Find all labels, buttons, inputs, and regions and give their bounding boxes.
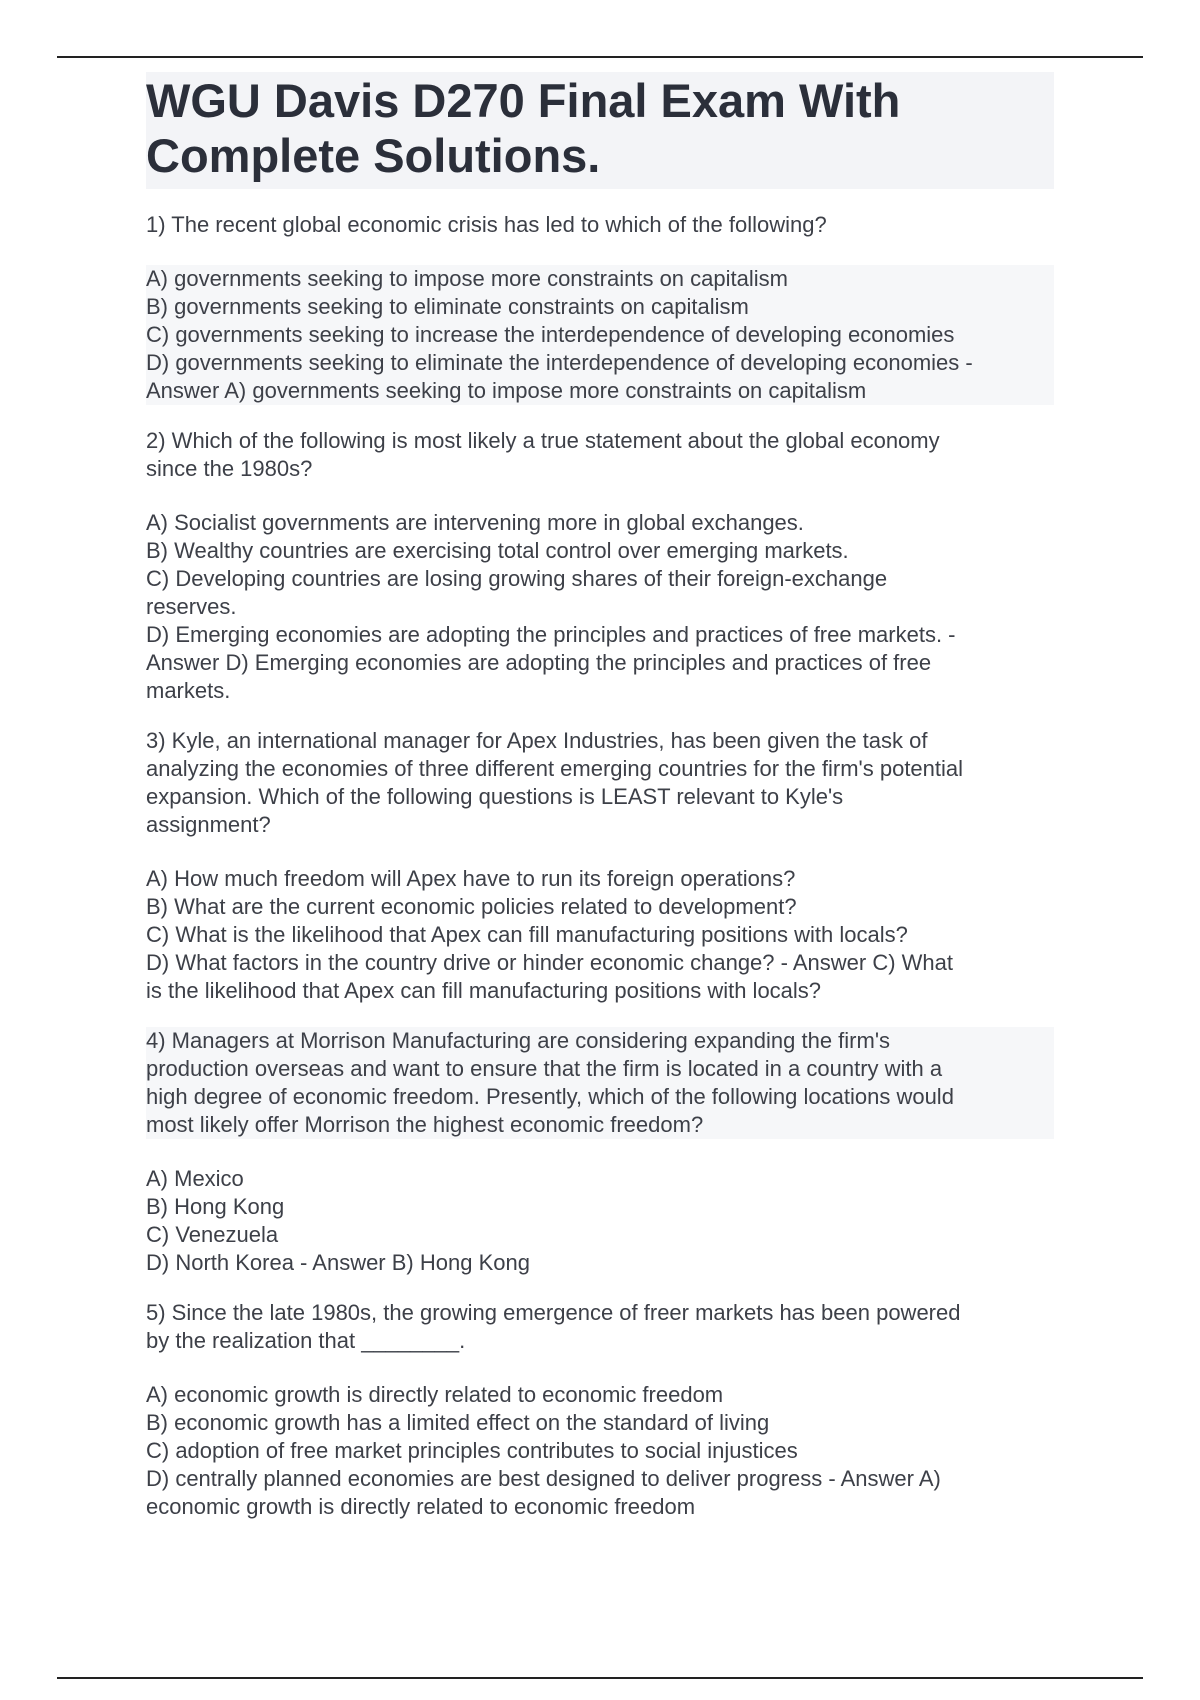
answer-line: is the likelihood that Apex can fill manufacturing positions with locals?	[146, 978, 822, 1003]
question-text: 2) Which of the following is most likely a true statement about the global economy since the 1980s?	[146, 428, 940, 481]
answer-options	[146, 1165, 1054, 1277]
option-line: B) Wealthy countries are exercising total control over emerging markets.	[146, 538, 849, 563]
option-line: B) governments seeking to eliminate constraints on capitalism	[146, 294, 749, 319]
option-line: A) How much freedom will Apex have to run its foreign operations?	[146, 866, 796, 891]
question-text: 1) The recent global economic crisis has led to which of the following?	[146, 212, 827, 237]
answer-line: Answer D) Emerging economies are adopting the principles and practices of free	[146, 650, 932, 675]
answer-options	[146, 509, 1054, 705]
option-line: D) centrally planned economies are best designed to deliver progress - Answer A)	[146, 1466, 941, 1491]
answer-options	[146, 1381, 1054, 1521]
answer-line: Answer A) governments seeking to impose more constraints on capitalism	[146, 378, 867, 403]
option-line: A) governments seeking to impose more constraints on capitalism	[146, 266, 788, 291]
option-line: C) What is the likelihood that Apex can fill manufacturing positions with locals?	[146, 922, 908, 947]
question-item	[146, 1027, 1054, 1277]
question-item	[146, 427, 1054, 705]
answer-line: economic growth is directly related to economic freedom	[146, 1494, 696, 1519]
question-text: 4) Managers at Morrison Manufacturing are considering expanding the firm's production overseas and want to ensure that the firm is located in a country with a high degree of economic freedom. Presently, which of the following locations would most likely offer Morrison the highest economic freedom?	[146, 1027, 1054, 1139]
option-line: C) Venezuela	[146, 1222, 279, 1247]
option-line: C) governments seeking to increase the interdependence of developing economies	[146, 322, 955, 347]
top-rule	[57, 56, 1143, 58]
answer-options	[146, 865, 1054, 1005]
option-line: D) governments seeking to eliminate the interdependence of developing economies -	[146, 350, 973, 375]
question-item	[146, 1299, 1054, 1521]
answer-line: D) North Korea - Answer B) Hong Kong	[146, 1250, 530, 1275]
question-list	[146, 211, 1054, 1521]
option-line: A) Socialist governments are intervening more in global exchanges.	[146, 510, 804, 535]
answer-line: markets.	[146, 678, 231, 703]
option-line: C) adoption of free market principles contributes to social injustices	[146, 1438, 798, 1463]
bottom-rule	[57, 1677, 1143, 1679]
question-text: 3) Kyle, an international manager for Apex Industries, has been given the task of analyzing the economies of three different emerging countries for the firm's potential expansion. Which of the following questions is LEAST relevant to Kyle's assignment?	[146, 728, 964, 837]
document-page	[146, 72, 1054, 1521]
option-line: C) Developing countries are losing growing shares of their foreign-exchange	[146, 566, 888, 591]
option-line: B) Hong Kong	[146, 1194, 285, 1219]
answer-options	[146, 265, 1054, 405]
option-line: D) What factors in the country drive or hinder economic change? - Answer C) What	[146, 950, 954, 975]
title-line-2: Complete Solutions.	[146, 129, 601, 182]
question-text: 5) Since the late 1980s, the growing emergence of freer markets has been powered by the realization that ________.	[146, 1300, 961, 1353]
question-item	[146, 727, 1054, 1005]
option-line: reserves.	[146, 594, 237, 619]
option-line: D) Emerging economies are adopting the principles and practices of free markets. -	[146, 622, 956, 647]
title-box	[146, 72, 1054, 189]
question-item	[146, 211, 1054, 405]
option-line: B) economic growth has a limited effect on the standard of living	[146, 1410, 770, 1435]
option-line: A) Mexico	[146, 1166, 244, 1191]
page-title	[146, 72, 1054, 183]
option-line: B) What are the current economic policies related to development?	[146, 894, 797, 919]
option-line: A) economic growth is directly related to economic freedom	[146, 1382, 724, 1407]
title-line-1: WGU Davis D270 Final Exam With	[146, 74, 901, 127]
